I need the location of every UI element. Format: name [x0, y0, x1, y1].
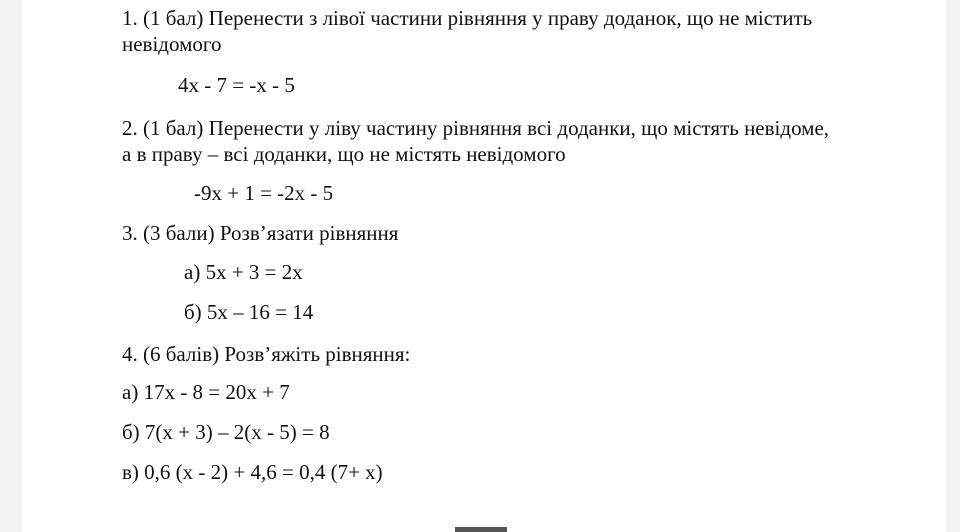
- page-scroll-indicator: [455, 527, 507, 532]
- task1-text-line2: невідомого: [122, 32, 222, 56]
- task4-item-c: в) 0,6 (x - 2) + 4,6 = 0,4 (7+ x): [122, 460, 383, 484]
- task3-item-a: а) 5x + 3 = 2x: [184, 260, 303, 284]
- task2-equation: -9x + 1 = -2x - 5: [194, 181, 334, 205]
- task4-heading: 4. (6 балів) Розв’яжіть рівняння:: [122, 342, 411, 366]
- task4-item-b: б) 7(x + 3) – 2(x - 5) = 8: [122, 420, 330, 444]
- task3-item-b: б) 5x – 16 = 14: [184, 300, 314, 324]
- task3-heading: 3. (3 бали) Розв’язати рівняння: [122, 221, 399, 245]
- document-page: [22, 0, 946, 532]
- task2-text-line1: 2. (1 бал) Перенести у ліву частину рівняння всі доданки, що містять невідоме,: [122, 116, 830, 140]
- task2-text-line2: а в праву – всі доданки, що не містять невідомого: [122, 142, 566, 166]
- task4-item-a: а) 17x - 8 = 20x + 7: [122, 380, 290, 404]
- task1-text-line1: 1. (1 бал) Перенести з лівої частини рівняння у праву доданок, що не містить: [122, 6, 813, 30]
- task1-equation: 4x - 7 = -x - 5: [178, 73, 295, 97]
